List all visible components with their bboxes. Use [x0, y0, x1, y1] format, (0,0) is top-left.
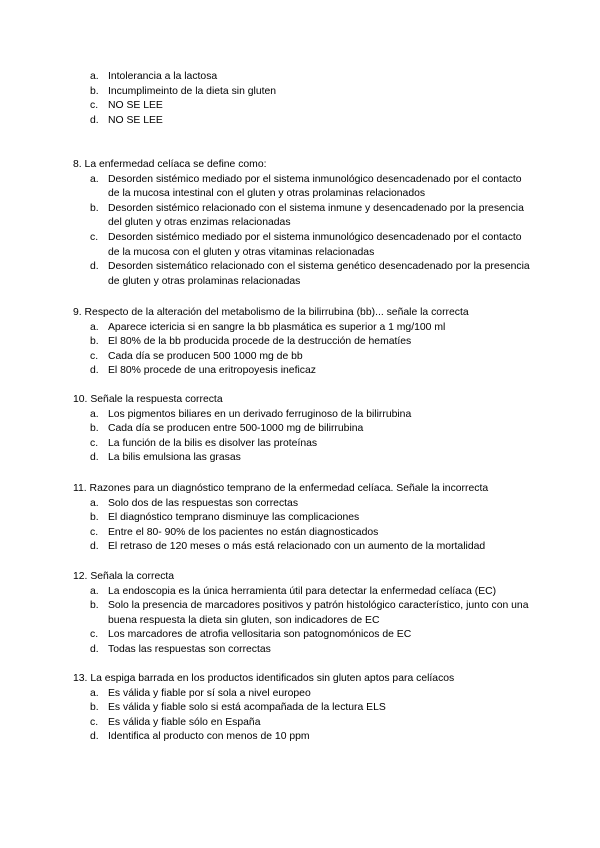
answer-option-b — [73, 701, 533, 716]
option-text: Desorden sistémico mediado por el sistema inmunológico desencadenado por el contacto de la mucosa con el gluten y otras vitaminas relacionadas — [108, 231, 522, 258]
option-text: Desorden sistemático relacionado con el sistema genético desencadenado por la presencia de gluten y otras prolaminas relacionadas — [108, 261, 530, 287]
option-text: El 80% de la bb producida procede de la destrucción de hematíes — [108, 336, 412, 348]
option-text: Es válida y fiable solo si está acompañada de la lectura ELS — [108, 702, 386, 714]
answer-option-a — [73, 687, 533, 702]
option-letter: c. — [90, 526, 99, 538]
answer-options — [73, 687, 533, 745]
answer-option-d — [73, 643, 533, 658]
option-letter: a. — [90, 687, 99, 699]
answer-option-d — [73, 730, 533, 745]
answer-option-c — [73, 437, 533, 452]
option-text: Entre el 80- 90% de los pacientes no están diagnosticados — [108, 526, 379, 538]
answer-option-d — [73, 364, 533, 379]
option-letter: a. — [90, 585, 99, 597]
option-text: Solo dos de las respuestas son correctas — [108, 497, 299, 509]
option-text: La endoscopia es la única herramienta útil para detectar la enfermedad celíaca (EC) — [108, 585, 497, 597]
answer-option-c — [73, 99, 533, 114]
answer-option-c — [73, 350, 533, 365]
answer-options — [73, 497, 533, 555]
option-text: Cada día se producen entre 500-1000 mg de bilirrubina — [108, 423, 364, 435]
answer-option-d — [73, 451, 533, 466]
question-stem: 12. Señala la correcta — [73, 571, 175, 582]
option-letter: d. — [90, 261, 99, 273]
option-letter: a. — [90, 408, 99, 420]
question-8 — [73, 158, 533, 289]
answer-option-d — [73, 260, 533, 289]
answer-option-c — [73, 716, 533, 731]
answer-option-c — [73, 628, 533, 643]
option-text: Aparece ictericia si en sangre la bb plasmática es superior a 1 mg/100 ml — [108, 321, 446, 333]
option-text: Solo la presencia de marcadores positivos y patrón histológico característico, junto con una buena respuesta la dieta sin gluten, son indicadores de EC — [108, 600, 529, 626]
answer-option-c — [73, 231, 533, 260]
option-text: Los marcadores de atrofia vellositaria son patognomónicos de EC — [108, 629, 412, 641]
answer-option-a — [73, 70, 533, 85]
answer-option-c — [73, 526, 533, 541]
option-text: NO SE LEE — [108, 114, 163, 126]
option-text: El 80% procede de una eritropoyesis ineficaz — [108, 365, 316, 377]
option-letter: a. — [90, 173, 99, 185]
answer-option-b — [73, 511, 533, 526]
option-text: El diagnóstico temprano disminuye las complicaciones — [108, 512, 360, 524]
answer-options — [73, 408, 533, 466]
option-letter: d. — [90, 365, 99, 377]
question-12 — [73, 570, 533, 658]
answer-option-b — [73, 599, 533, 628]
option-text: Es válida y fiable sólo en España — [108, 716, 261, 728]
option-letter: c. — [90, 100, 99, 112]
option-letter: b. — [90, 512, 99, 524]
option-letter: b. — [90, 202, 99, 214]
option-letter: a. — [90, 321, 99, 333]
answer-option-b — [73, 422, 533, 437]
option-text: El retraso de 120 meses o más está relacionado con un aumento de la mortalidad — [108, 541, 486, 553]
option-text: La función de la bilis es disolver las proteínas — [108, 437, 318, 449]
option-text: NO SE LEE — [108, 100, 163, 112]
option-letter: d. — [90, 541, 99, 553]
answer-option-b — [73, 335, 533, 350]
answer-option-a — [73, 173, 533, 202]
option-text: Todas las respuestas son correctas — [108, 643, 271, 655]
option-letter: c. — [90, 437, 99, 449]
option-text: Es válida y fiable por sí sola a nivel europeo — [108, 687, 311, 699]
answer-options — [73, 321, 533, 379]
option-text: Los pigmentos biliares en un derivado ferruginoso de la bilirrubina — [108, 408, 412, 420]
option-letter: b. — [90, 336, 99, 348]
option-letter: c. — [90, 716, 99, 728]
question-stem: 8. La enfermedad celíaca se define como: — [73, 159, 267, 170]
option-text: Cada día se producen 500 1000 mg de bb — [108, 350, 303, 362]
answer-option-d — [73, 540, 533, 555]
option-letter: a. — [90, 497, 99, 509]
answer-option-a — [73, 497, 533, 512]
answer-option-a — [73, 408, 533, 423]
option-letter: c. — [90, 629, 99, 641]
option-text: La bilis emulsiona las grasas — [108, 452, 241, 464]
option-text: Desorden sistémico relacionado con el sistema inmune y desencadenado por la presencia del gluten y otras enzimas relacionadas — [108, 202, 524, 229]
option-letter: b. — [90, 702, 99, 714]
option-text: Incumplimeinto de la dieta sin gluten — [108, 85, 277, 97]
option-text: Intolerancia a la lactosa — [108, 71, 218, 82]
option-letter: c. — [90, 350, 99, 362]
answer-option-b — [73, 85, 533, 100]
question-stem: 11. Razones para un diagnóstico temprano de la enfermedad celíaca. Señale la incorrecta — [73, 483, 489, 494]
option-letter: d. — [90, 452, 99, 464]
option-letter: d. — [90, 643, 99, 655]
option-text: Desorden sistémico mediado por el sistema inmunológico desencadenado por el contacto de la mucosa intestinal con el gluten y otras prolaminas relacionados — [108, 173, 522, 200]
answer-option-a — [73, 585, 533, 600]
option-text: Identifica al producto con menos de 10 ppm — [108, 731, 310, 743]
question-block-continued — [73, 70, 533, 128]
answer-option-a — [73, 321, 533, 336]
option-letter: a. — [90, 71, 99, 82]
question-11 — [73, 482, 533, 555]
option-letter: b. — [90, 600, 99, 612]
option-letter: d. — [90, 114, 99, 126]
question-13 — [73, 672, 533, 745]
question-stem: 13. La espiga barrada en los productos identificados sin gluten aptos para celíacos — [73, 673, 455, 684]
answer-option-d — [73, 114, 533, 129]
question-stem: 10. Señale la respuesta correcta — [73, 394, 223, 405]
answer-options — [73, 585, 533, 658]
option-letter: b. — [90, 85, 99, 97]
question-stem: 9. Respecto de la alteración del metabolismo de la bilirrubina (bb)... señale la correcta — [73, 307, 469, 318]
question-9 — [73, 306, 533, 379]
answer-options — [73, 70, 533, 128]
answer-option-b — [73, 202, 533, 231]
answer-options — [73, 173, 533, 290]
option-letter: c. — [90, 231, 99, 243]
option-letter: d. — [90, 731, 99, 743]
option-letter: b. — [90, 423, 99, 435]
question-10 — [73, 393, 533, 466]
